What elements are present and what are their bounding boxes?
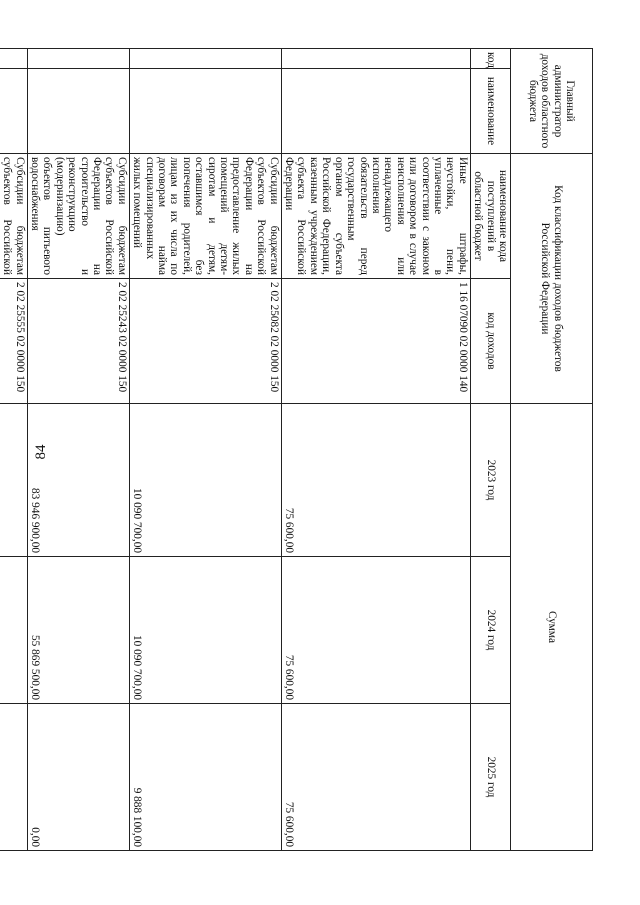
cell-naimenovanie: [27, 69, 129, 154]
header-naimenovanie: наименование: [470, 69, 510, 154]
cell-2025: 75 600,00: [281, 704, 470, 851]
cell-income-code: 2 02 25243 02 0000 150: [27, 279, 129, 404]
cell-2025: 9 888 100,00: [129, 704, 281, 851]
cell-naimenovanie: [0, 69, 27, 154]
cell-income-name: Субсидии бюджетам субъектов Российской Федерации на предоставление жилых помещений детям-сиротам и детям, оставшимся без попечения родителей, лицам из их числа по договорам найма специализированных жилых помещений: [129, 154, 281, 279]
cell-2025: 0,00: [27, 704, 129, 851]
page-number: 84: [33, 444, 49, 460]
cell-2023: 83 946 900,00: [27, 404, 129, 557]
cell-2023: 75 600,00: [281, 404, 470, 557]
header-classification-group: Код классификации доходов бюджетов Российской Федерации: [511, 154, 593, 404]
header-year-2023: 2023 год: [470, 404, 510, 557]
cell-2024: [0, 557, 27, 704]
table-row: [129, 49, 281, 851]
header-row-1: [511, 49, 593, 851]
cell-kod: [129, 49, 281, 69]
cell-income-name: Иные штрафы, неустойки, пени, уплаченные в соответствии с законом или договором в случае неисполнения или ненадлежащего исполнения обязательств перед государственным органом субъекта Российской Федерации, казенным учреждением субъекта Российской Федерации: [281, 154, 470, 279]
cell-kod: [281, 49, 470, 69]
table-row: [281, 49, 470, 851]
cell-2025: [0, 704, 27, 851]
cell-naimenovanie: [281, 69, 470, 154]
header-income-code: код доходов: [470, 279, 510, 404]
cell-income-code: 2 02 25082 02 0000 150: [129, 279, 281, 404]
header-admin-group: Главный администратор доходов областного бюджета: [511, 49, 593, 154]
cell-kod: [27, 49, 129, 69]
income-classification-table: [0, 48, 593, 851]
cell-2023: 10 090 700,00: [129, 404, 281, 557]
cell-2024: 55 869 500,00: [27, 557, 129, 704]
header-year-2024: 2024 год: [470, 557, 510, 704]
cell-naimenovanie: [129, 69, 281, 154]
header-income-name: наименование кода поступлений в областной бюджет: [470, 154, 510, 279]
table-row: [27, 49, 129, 851]
cell-2024: 75 600,00: [281, 557, 470, 704]
cell-2023: [0, 404, 27, 557]
table-row: [0, 49, 27, 851]
cell-income-code: 1 16 07090 02 0000 140: [281, 279, 470, 404]
header-sum-group: Сумма: [511, 404, 593, 851]
header-kod: код: [470, 49, 510, 69]
cell-income-name: Субсидии бюджетам субъектов Российской: [0, 154, 27, 279]
header-row-2: [470, 49, 510, 851]
cell-income-name: Субсидии бюджетам субъектов Российской Федерации на строительство и реконструкцию (модернизацию) объектов питьевого водоснабжения: [27, 154, 129, 279]
cell-2024: 10 090 700,00: [129, 557, 281, 704]
header-year-2025: 2025 год: [470, 704, 510, 851]
cell-income-code: 2 02 25555 02 0000 150: [0, 279, 27, 404]
cell-kod: [0, 49, 27, 69]
